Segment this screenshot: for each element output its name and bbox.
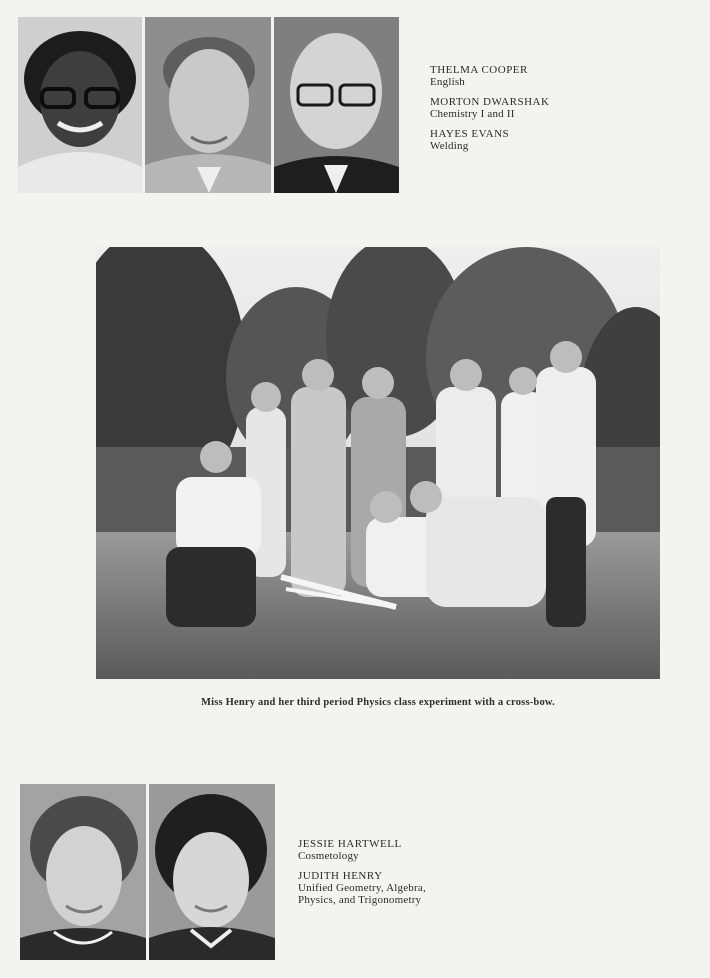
portrait-judith-henry: [149, 784, 275, 960]
group-photo-physics-class: [96, 247, 660, 679]
faculty-subject: English: [430, 76, 466, 88]
faculty-entry: [298, 870, 426, 906]
faculty-name: THELMA COOPER: [430, 64, 528, 76]
faculty-captions-top: [430, 64, 549, 160]
faculty-name: HAYES EVANS: [430, 128, 510, 140]
faculty-subject: Cosmetology: [298, 850, 359, 862]
faculty-subject-line: Unified Geometry, Algebra,: [298, 882, 426, 894]
faculty-name: JESSIE HARTWELL: [298, 838, 402, 850]
faculty-entry: [430, 128, 549, 152]
portrait-photo: [145, 17, 271, 193]
portrait-photo: [18, 17, 142, 193]
group-photo-caption: Miss Henry and her third period Physics class experiment with a cross-bow.: [201, 697, 555, 708]
faculty-name: MORTON DWARSHAK: [430, 96, 550, 108]
faculty-subject: Chemistry I and II: [430, 108, 515, 120]
faculty-subject: Welding: [430, 140, 469, 152]
faculty-entry: [298, 838, 426, 862]
faculty-subject-line: Physics, and Trigonometry: [298, 894, 422, 906]
portrait-hayes-evans: [274, 17, 399, 193]
group-photo-image: [96, 247, 660, 679]
portrait-jessie-hartwell: [20, 784, 146, 960]
portrait-photo: [149, 784, 275, 960]
faculty-entry: [430, 64, 549, 88]
portrait-photo: [20, 784, 146, 960]
faculty-captions-bottom: [298, 838, 426, 914]
portrait-morton-dwarshak: [145, 17, 271, 193]
portrait-thelma-cooper: [18, 17, 142, 193]
faculty-entry: [430, 96, 549, 120]
faculty-name: JUDITH HENRY: [298, 870, 383, 882]
portrait-photo: [274, 17, 399, 193]
